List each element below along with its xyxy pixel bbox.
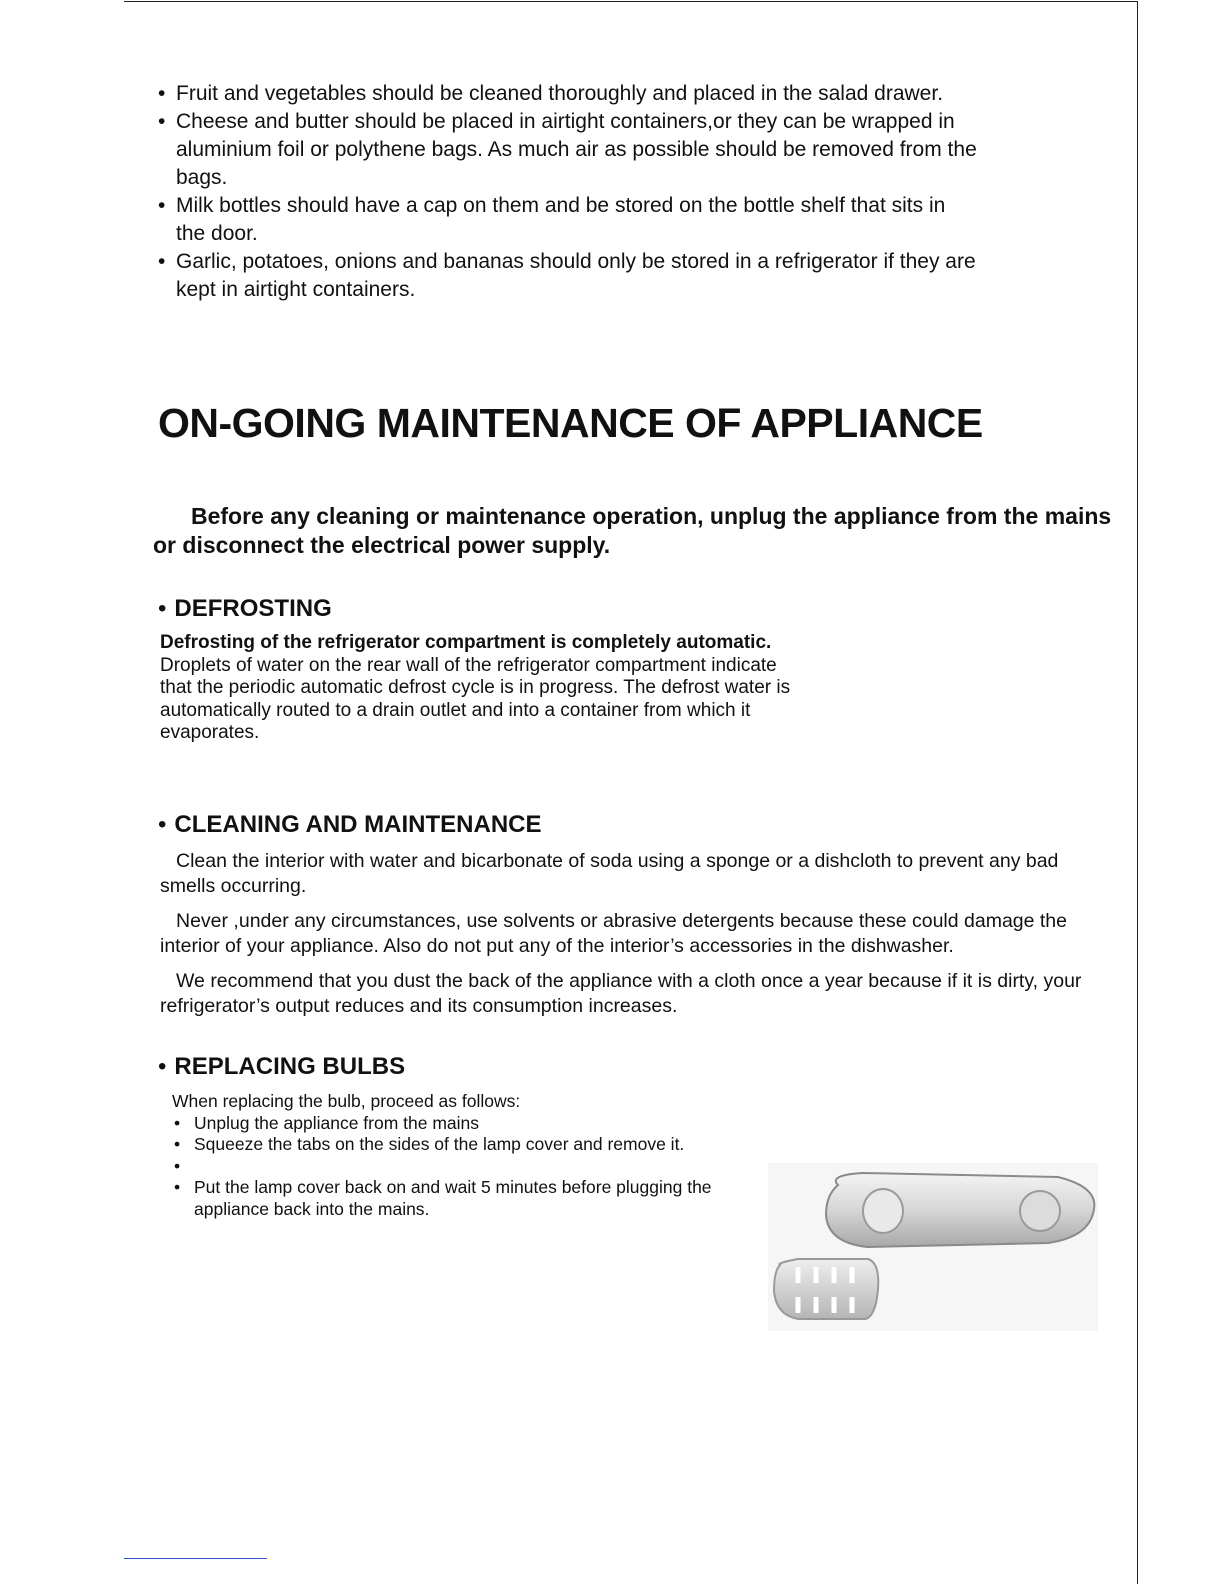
right-margin-rule (1137, 1, 1138, 1584)
lamp-knob (1020, 1191, 1060, 1231)
defrosting-heading: • DEFROSTING (158, 595, 332, 622)
lamp-cover-illustration (768, 1163, 1098, 1331)
replacing-bulbs-heading: • REPLACING BULBS (158, 1053, 406, 1080)
tip-item: • Cheese and butter should be placed in airtight containers,or they can be wrapped in aluminium foil or polythene bags. As much air as possible should be removed from the bags. (158, 110, 977, 189)
cleaning-body (160, 849, 1110, 1029)
storage-tips-list (158, 80, 978, 304)
footnote-rule (124, 1558, 267, 1559)
cleaning-paragraph: Never ,under any circumstances, use solvents or abrasive detergents because these could damage the interior of your appliance. Also do not put any of the interior’s accessories in the dishwasher. (160, 910, 1068, 957)
cleaning-paragraph: Clean the interior with water and bicarbonate of soda using a sponge or a dishcloth to prevent any bad smells occurring. (160, 850, 1059, 897)
page-title: ON-GOING MAINTENANCE OF APPLIANCE (158, 400, 983, 446)
tip-item: • Milk bottles should have a cap on them and be stored on the bottle shelf that sits in the door. (158, 194, 946, 245)
bulb-step: • Put the lamp cover back on and wait 5 minutes before plugging the appliance back into the mains. (174, 1177, 712, 1219)
top-rule (124, 1, 1138, 2)
cleaning-heading: • CLEANING AND MAINTENANCE (158, 811, 542, 838)
tip-item: • Fruit and vegetables should be cleaned thoroughly and placed in the salad drawer. (158, 82, 944, 105)
replacing-bulbs-body (172, 1091, 772, 1220)
bulbs-steps (172, 1113, 772, 1221)
defrosting-text: Droplets of water on the rear wall of the refrigerator compartment indicate that the periodic automatic defrost cycle is in progress. The defrost water is automatically routed to a drain outlet and into a container from which it evaporates. (160, 654, 791, 743)
lamp-cover (774, 1259, 878, 1319)
cleaning-paragraph: We recommend that you dust the back of the appliance with a cloth once a year because if it is dirty, your refrigerator’s output reduces and its consumption increases. (160, 970, 1082, 1017)
defrosting-body (160, 632, 800, 745)
bulb-step: • (174, 1155, 181, 1176)
bulb-step: • Unplug the appliance from the mains (174, 1112, 480, 1133)
bulb-step: • Squeeze the tabs on the sides of the lamp cover and remove it. (174, 1134, 685, 1154)
bulb-socket (863, 1189, 903, 1233)
bulbs-intro: When replacing the bulb, proceed as follows: (172, 1091, 521, 1111)
tip-item: • Garlic, potatoes, onions and bananas should only be stored in a refrigerator if they are kept in airtight containers. (158, 250, 976, 301)
defrosting-bold-text: Defrosting of the refrigerator compartment is completely automatic. (160, 632, 772, 653)
safety-warning: Before any cleaning or maintenance operation, unplug the appliance from the mains or disconnect the electrical power supply. (153, 503, 1112, 558)
